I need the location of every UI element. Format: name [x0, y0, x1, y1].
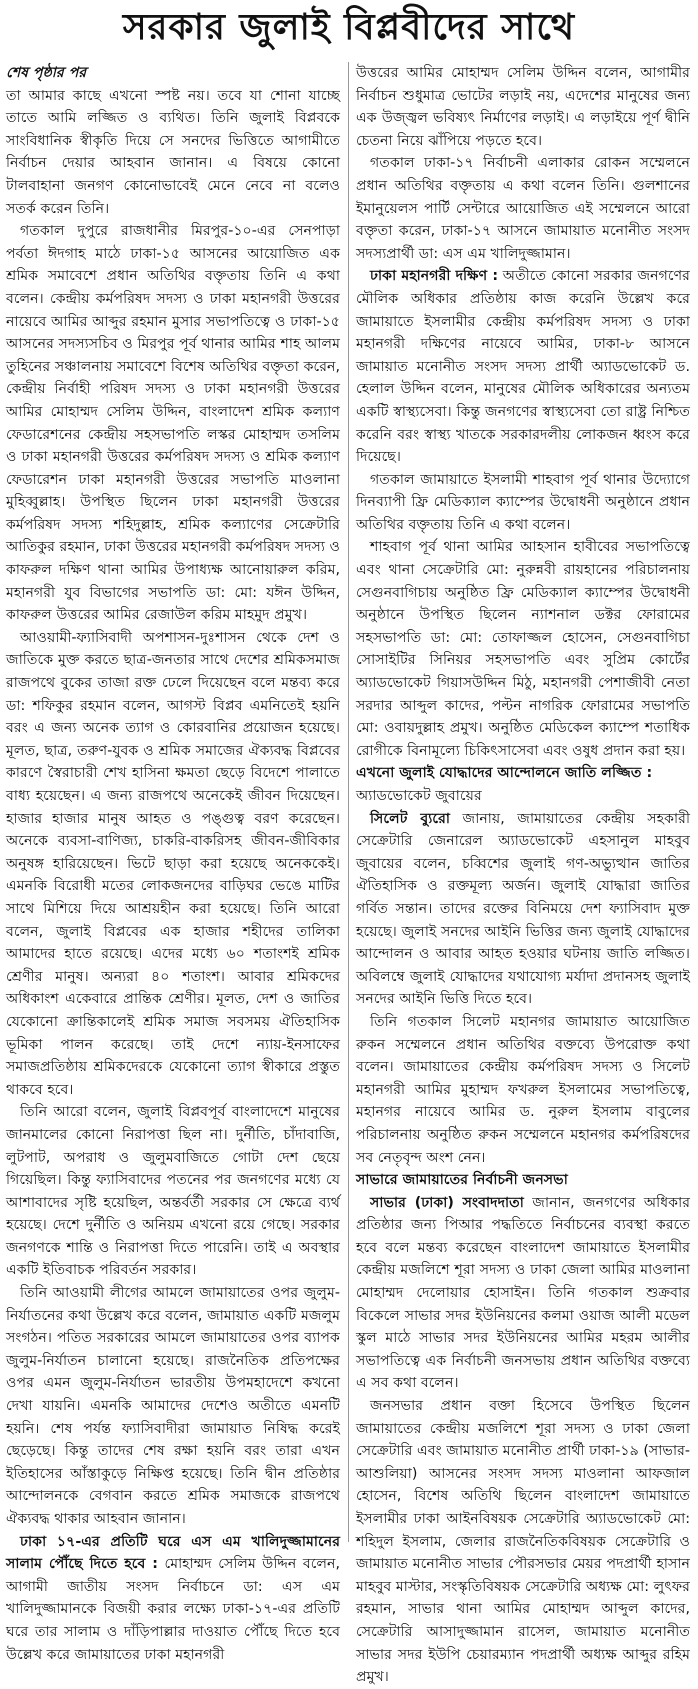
paragraph — [356, 265, 690, 468]
paragraph — [356, 469, 690, 537]
paragraph-text: তিনি আওয়ামী লীগের আমলে জামায়াতের ওপর জুলুম-নির্যাতনের কথা উল্লেখ করে বলেন, জামায়াত একটি মজলুম সংগঠন। পতিত সরকারের আমলে জামায়াতের ওপর ব্যাপক জুলুম-নির্যাতন চালানো হয়েছে। রাজনৈতিক প্রতিপক্ষের ওপর এমন জুলুম-নির্যাতন ভারতীয় উপমহাদেশে কখনো দেখা যায়নি। এমনকি আমাদের দেশেও অতীতে এমনটি হয়নি। শেষ পর্যন্ত ফ্যাসিবাদীরা জামায়াত নিষিদ্ধ করেই ছেড়েছে। কিন্তু তাদের শেষ রক্ষা হয়নি বরং তারা এখন ইতিহাসের আঁস্তাকুড়ে নিক্ষিপ্ত হয়েছে। তিনি দ্বীন প্রতিষ্ঠার আন্দোলনকে বেগবান করতে শ্রমিক সমাজকে রাজপথে ঐক্যবদ্ধ থাকার আহবান জানান। — [6, 1285, 340, 1527]
headline: সরকার জুলাই বিপ্লবীদের সাথে — [122, 7, 576, 48]
section-lead: ঢাকা মহানগরী দক্ষিণ : — [370, 268, 499, 285]
paragraph-text: উত্তরের আমির মোহাম্মদ সেলিম উদ্দিন বলেন, আগামীর নির্বাচন শুধুমাত্র ভোটের লড়াই নয়, এদেশের মানুষের জন্য এক উজ্জ্বল ভবিষ্যৎ নির্মাণের লড়াই। এ লড়াইয়ে পূর্ণ দ্বীনি চেতনা নিয়ে ঝাঁপিয়ে পড়তে হবে। — [356, 65, 690, 149]
paragraph-text: শাহবাগ পূর্ব থানা আমির আহসান হাবীবের সভাপতিত্বে এবং থানা সেক্রেটারি মো: নুরুন্নবী রায়হানের পরিচালনায় সেগুনবাগিচায় অনুষ্ঠিত ফ্রি মেডিক্যাল ক্যাম্পের উদ্বোধনী অনুষ্ঠানে উপস্থিত ছিলেন ন্যাশনাল ডক্টর ফোরামের সহসভাপতি ডা: মো: তোফাজ্জল হোসেন, সেগুনবাগিচা সোসাইটির সিনিয়র সহসভাপতি এবং সুপ্রিম কোর্টের অ্যাডভোকেট গিয়াসউদ্দিন মিঠু, মহানগরী পেশাজীবী নেতা সরদার আব্দুল কাদের, পল্টন নাগরিক ফোরামের সভাপতি মো: ওবায়দুল্লাহ প্রমুখ। অনুষ্ঠিত মেডিকেল ক্যাম্পে শতাধিক রোগীকে বিনামূল্যে চিকিৎসাসেবা এবং ওষুধ প্রদান করা হয়। — [356, 539, 690, 759]
paragraph-text: অতীতে কোনো সরকার জনগণের মৌলিক অধিকার প্রতিষ্ঠায় কাজ করেনি উল্লেখ করে জামায়াতে ইসলামীর কেন্দ্রীয় কর্মপরিষদ সদস্য ও ঢাকা মহানগরী দক্ষিণের নায়েবে আমির, ঢাকা-৮ আসনে জামায়াত মনোনীত সংসদ সদস্য প্রার্থী অ্যাডভোকেট ড. হেলাল উদ্দিন বলেন, মানুষের মৌলিক অধিকারের অন্যতম একটি স্বাস্থ্যসেবা। কিন্তু জনগণের স্বাস্থ্যসেবা তো রাষ্ট্র নিশ্চিত করেনি বরং স্বাস্থ্য খাতকে সরকারদলীয় লোকজন ধ্বংস করে দিয়েছে। — [356, 268, 690, 466]
paragraph — [6, 627, 340, 1101]
paragraph-text: জানান, জনগণের অধিকার প্রতিষ্ঠার জন্য পিআর পদ্ধতিতে নির্বাচনের ব্যবস্থা করতে হবে বলে মন্তব্য করেছেন বাংলাদেশ জামায়াতে ইসলামীর কেন্দ্রীয় মজলিশে শূরা সদস্য ও ঢাকা জেলা আমির মাওলানা মোহাম্মদ দেলোয়ার হোসাইন। তিনি গতকাল শুক্রবার বিকেলে সাভার সদর ইউনিয়নের কলমা ওয়াজ আলী মডেল স্কুল মাঠে সাভার সদর ইউনিয়নের আমির মহরম আলীর সভাপতিত্বে এক নির্বাচনী জনসভায় প্রধান অতিথির বক্তব্যে এ সব কথা বলেন। — [356, 1194, 691, 1392]
paragraph — [356, 1011, 690, 1169]
byline: অ্যাডভোকেট জুবায়ের — [356, 788, 482, 804]
paragraph-text: গতকাল জামায়াতে ইসলামী শাহবাগ পূর্ব থানার উদ্যোগে দিনব্যাপী ফ্রি মেডিক্যাল ক্যাম্পের উদ্বোধনী অনুষ্ঠানে প্রধান অতিথির বক্তৃতায় তিনি এ কথা বলেন। — [356, 471, 690, 533]
paragraph — [356, 536, 690, 762]
paragraph — [6, 220, 340, 627]
paragraph-text: জনসভার প্রধান বক্তা হিসেবে উপস্থিত ছিলেন জামায়াতের কেন্দ্রীয় মজলিশে শূরা সদস্য ও ঢাকা জেলা সেক্রেটারি এবং জামায়াত মনোনীত প্রার্থী ঢাকা-১৯ (সাভার-আশুলিয়া) আসনের সংসদ সদস্য মাওলানা আফজাল হোসেন, বিশেষ অতিথি ছিলেন বাংলাদেশ জামায়াতে ইসলামীর ঢাকা আইনবিষয়ক সেক্রেটারি অ্যাডভোকেট মো: শহিদুল ইসলাম, জেলার রাজনৈতিকবিষয়ক সেক্রেটারি ও জামায়াত মনোনীত সাভার পৌরসভার মেয়র পদপ্রার্থী হাসান মাহবুব মাস্টার, সংস্কৃতিবিষয়ক সেক্রেটারি অধ্যক্ষ মো: লুৎফর রহমান, সাভার থানা আমির মোহাম্মদ আব্দুল কাদের, সেক্রেটারি আসাদুজ্জামান রাসেল, জামায়াত মনোনীত সাভার সদর ইউপি চেয়ারম্যান পদপ্রার্থী অধ্যক্ষ আব্দুর রহিম প্রমুখ। — [356, 1398, 690, 1686]
paragraph — [356, 152, 690, 265]
section-lead: ঢাকা ১৭-এর প্রতিটি ঘরে এস এম খালিদুজ্জামানের সালাম পৌঁছে দিতে হবে : — [6, 1533, 340, 1573]
paragraph-text: আওয়ামী-ফ্যাসিবাদী অপশাসন-দুঃশাসন থেকে দেশ ও জাতিকে মুক্ত করতে ছাত্র-জনতার সাথে দেশের শ্রমিকসমাজ রাজপথে বুকের তাজা রক্ত ঢেলে দিয়েছেন বলে মন্তব্য করে ডা: শফিকুর রহমান বলেন, আগস্ট বিপ্লব এমনিতেই হয়নি বরং এ জন্য অনেক ত্যাগ ও কোরবানির প্রয়োজন হয়েছে। মূলত, ছাত্র, তরুণ-যুবক ও শ্রমিক সমাজের ঐক্যবদ্ধ বিপ্লবের কারণে স্বৈরাচারী শেখ হাসিনা ক্ষমতা ছেড়ে বিদেশে পালাতে বাধ্য হয়েছেন। এ জন্য রাজপথে অনেকেই জীবন দিয়েছেন। হাজার হাজার মানুষ আহত ও পঙ্গুত্ব বরণ করেছেন। অনেকে ব্যবসা-বাণিজ্য, চাকরি-বাকরিসহ জীবন-জীবিকার অনুষঙ্গ হারিয়েছেন। ভিটে ছাড়া করা হয়েছে অনেককেই। এমনকি বিরোধী মতের লোকজনদের বাড়িঘর ভেঙে মাটির সাথে মিশিয়ে দিয়ে আশ্রয়হীন করা হয়েছে। তিনি আরো বলেন, জুলাই বিপ্লবের এক হাজার শহীদের তালিকা আমাদের হাতে রয়েছে। এদের মধ্যে ৬০ শতাংশই শ্রমিক শ্রেণীর মানুষ। অন্যরা ৪০ শতাংশ। আবার শ্রমিকদের অধিকাংশ একেবারে প্রান্তিক শ্রেণীর। মূলত, দেশ ও জাতির যেকোনো ক্রান্তিকালেই শ্রমিক সমাজ সবসময় ঐতিহাসিক ভূমিকা পালন করেছে। তাই দেশে ন্যায়-ইনসাফের সমাজপ্রতিষ্ঠায় শ্রমিকদেরকে যেকোনো ত্যাগ স্বীকারে প্রস্তুত থাকবে হবে। — [6, 629, 340, 1098]
paragraph — [356, 808, 690, 1011]
paragraph-text: তিনি গতকাল সিলেট মহানগর জামায়াত আয়োজিত রুকন সম্মেলনে প্রধান অতিথির বক্তব্যে উপরোক্ত কথা বলেন। জামায়াতের কেন্দ্রীয় কর্মপরিষদ সদস্য ও সিলেট মহানগরী আমির মুহাম্মদ ফখরুল ইসলামের সভাপতিত্বে, মহানগর নায়েবে আমির ড. নুরুল ইসলাম বাবুলের পরিচালনায় অনুষ্ঠিত রুকন সম্মেলনে মহানগর কর্মপরিষদের সব নেতৃবৃন্দ অংশ নেন। — [356, 1013, 690, 1166]
paragraph — [6, 1531, 340, 1667]
paragraph-text: গতকাল দুপুরে রাজধানীর মিরপুর-১০-এর সেনপাড়া পর্বতা ঈদগাহ মাঠে ঢাকা-১৫ আসনের আয়োজিত এক শ্রমিক সমাবেশে প্রধান অতিথির বক্তৃতায় তিনি এ কথা বলেন। কেন্দ্রীয় কর্মপরিষদ সদস্য ও ঢাকা মহানগরী উত্তরের নায়েবে আমির আব্দুর রহমান মুসার সভাপতিত্বে ও ঢাকা-১৫ আসনের সদস্যসচিব ও মিরপুর পূর্ব থানার আমির শাহ আলম তুহিনের সঞ্চালনায় সমাবেশে বিশেষ অতিথির বক্তৃতা করেন, কেন্দ্রীয় নির্বাহী পরিষদ সদস্য ও ঢাকা মহানগরী উত্তরের আমির মোহাম্মদ সেলিম উদ্দিন, বাংলাদেশ শ্রমিক কল্যাণ ফেডারেশনের কেন্দ্রীয় সহসভাপতি লস্কর মোহাম্মদ তসলিম ও ঢাকা মহানগরী উত্তরের কর্মপরিষদ সদস্য ও শ্রমিক কল্যাণ ফেডারেশন ঢাকা মহানগরী উত্তরের সভাপতি মাওলানা মুহিব্বুল্লাহ। উপস্থিত ছিলেন ঢাকা মহানগরী উত্তরের কর্মপরিষদ সদস্য শহিদুল্লাহ, শ্রমিক কল্যাণের সেক্রেটারি আতিকুর রহমান, ঢাকা উত্তরের মহানগরী কর্মপরিষদ সদস্য ও কাফরুল দক্ষিণ থানা আমির উপাধ্যক্ষ আনোয়ারুল করিম, মহানগরী যুব বিভাগের সভাপতি ডা: মো: যঈন উদ্দিন, কাফরুল উত্তরের আমির রেজাউল করিম মাহমুদ প্রমুখ। — [6, 223, 340, 624]
paragraph — [356, 1192, 690, 1395]
paragraph-text: তা আমার কাছে এখনো স্পষ্ট নয়। তবে যা শোনা যাচ্ছে তাতে আমি লজ্জিত ও ব্যথিত। তিনি জুলাই বিপ্লবকে সাংবিধানিক স্বীকৃতি দিয়ে সে সনদের ভিত্তিতে আগামীতে নির্বাচন দেয়ার আহবান জানান। এ বিষয়ে কোনো টালবাহানা জনগণ কোনোভাবেই মেনে নেবে না বলেও সতর্ক করেন তিনি। — [6, 87, 340, 217]
paragraph — [6, 85, 340, 221]
paragraph-text: জানায়, জামায়াতের কেন্দ্রীয় সহকারী সেক্রেটারি জেনারেল অ্যাডভোকেট এহসানুল মাহবুব জুবায়ের বলেন, চব্বিশের জুলাই গণ-অভ্যুত্থান জাতির ঐতিহাসিক ও রক্তমূল্য অর্জন। জুলাই যোদ্ধারা জাতির গর্বিত সন্তান। তাদের রক্তের বিনিময়ে দেশ ফ্যাসিবাদ মুক্ত হয়েছে। জুলাই সনদের আইনি ভিত্তির জন্য জুলাই যোদ্ধাদের আন্দোলন ও আবার আহত হওয়ার ঘটনায় জাতি লজ্জিত। অবিলম্বে জুলাই যোদ্ধাদের যথাযোগ্য মর্যাদা প্রদানসহ জুলাই সনদের আইনি ভিত্তি দিতে হবে। — [356, 810, 690, 1008]
right-column — [356, 62, 690, 1689]
paragraph-text: মোহাম্মদ সেলিম উদ্দিন বলেন, আগামী জাতীয় সংসদ নির্বাচনে ডা: এস এম খালিদুজ্জামানকে বিজয়ী করার লক্ষ্যে ঢাকা-১৭-এর প্রতিটি ঘরে তার সালাম ও দাঁড়িপাল্লার দাওয়াত পৌঁছে দিতে হবে উল্লেখ করে জামায়াতের ঢাকা মহানগরী — [6, 1556, 340, 1663]
section-lead: সিলেট ব্যুরো — [370, 810, 450, 827]
paragraph-text: তিনি আরো বলেন, জুলাই বিপ্লবপূর্ব বাংলাদেশে মানুষের জানমালের কোনো নিরাপত্তা ছিল না। দুর্নীতি, চাঁদাবাজি, লুটপাট, অপরাধ ও জুলুমবাজিতে গোটা দেশ ছেয়ে গিয়েছিল। কিন্তু ফ্যাসিবাদের পতনের পর জনগণের মধ্যে যে আশাবাদের সৃষ্টি হয়েছিল, অন্তর্বর্তী সরকার সে ক্ষেত্রে ব্যর্থ হয়েছে। দেশে দুর্নীতি ও অনিয়ম এখনো রয়ে গেছে। সরকার জনগণকে শান্তি ও নিরাপত্তা দিতে পারেনি। তাই এ অবস্থার একটি ইতিবাচক পরিবর্তন সরকার। — [6, 1104, 340, 1279]
continuation-kicker: শেষ পৃষ্ঠার পর — [6, 65, 87, 81]
paragraph — [6, 1101, 340, 1282]
section-lead: সাভার (ঢাকা) সংবাদদাতা — [370, 1194, 524, 1211]
left-column — [6, 62, 340, 1666]
paragraph — [6, 1282, 340, 1531]
column-divider — [348, 62, 349, 1542]
paragraph — [356, 1395, 690, 1689]
subheading: সাভারে জামায়াতের নির্বাচনী জনসভা — [356, 1172, 568, 1189]
subheading: এখনো জুলাই যোদ্ধাদের আন্দোলনে জাতি লজ্জিত : — [356, 765, 653, 782]
paragraph-text: গতকাল ঢাকা-১৭ নির্বাচনী এলাকার রোকন সম্মেলনে প্রধান অতিথির বক্তৃতায় এ কথা বলেন তিনি। গুলশানের ইমানুয়েলস পার্টি সেন্টারে আয়োজিত এই সম্মেলনে আরো বক্তৃতা করেন, ঢাকা-১৭ আসনে জামায়াত মনোনীত সংসদ সদস্যপ্রার্থী ডা: এস এম খালিদুজ্জামান। — [356, 155, 690, 262]
paragraph — [356, 62, 690, 152]
